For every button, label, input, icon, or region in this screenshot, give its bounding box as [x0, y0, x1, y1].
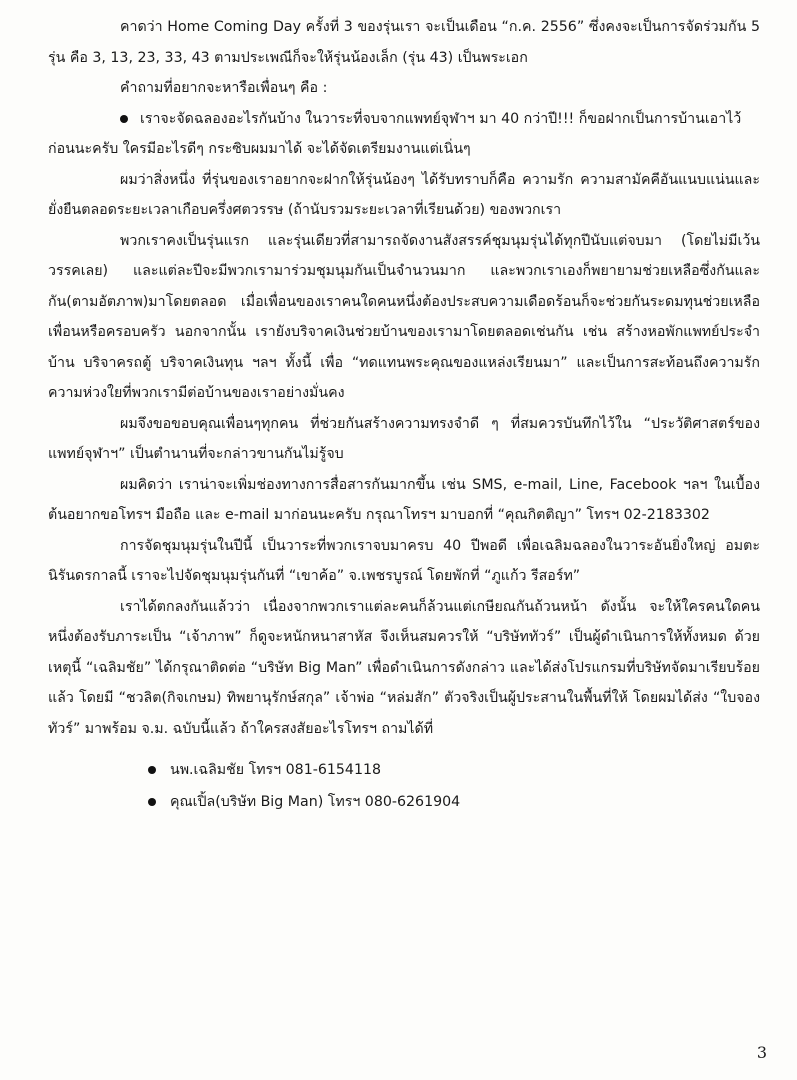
paragraph-thanks: ผมจึงขอขอบคุณเพื่อนๆทุกคน ที่ช่วยกันสร้างความทรงจำดี ๆ ที่สมควรบันทึกไว้ใน “ประวัติศาสตร์ของแพทย์จุฬาฯ” เป็นตำนานที่จะกล่าวขานกันไม่รู้จบ	[48, 415, 760, 462]
paragraph-love-unity: ผมว่าสิ่งหนึ่ง ที่รุ่นของเราอยากจะฝากให้รุ่นน้องๆ ได้รับทราบก็คือ ความรัก ความสามัคคีอันแนบแน่นและยั่งยืนตลอดระยะเวลาเกือบครึ่งศตวรรษ (ถ้านับรวมระยะเวลาที่เรียนด้วย) ของพวกเรา	[48, 171, 760, 218]
paragraph-communication: ผมคิดว่า เราน่าจะเพิ่มช่องทางการสื่อสารกันมากขึ้น เช่น SMS, e-mail, Line, Facebook ฯลฯ ในเบื้องต้นอยากขอโทรฯ มือถือ และ e-mail มาก่อนนะครับ กรุณาโทรฯ มาบอกที่ “คุณกิตติญา” โทรฯ 02-2183302	[48, 476, 760, 523]
contact-text: นพ.เฉลิมชัย โทรฯ 081-6154118	[170, 762, 382, 778]
paragraph-reunion: การจัดชุมนุมรุ่นในปีนี้ เป็นวาระที่พวกเราจบมาครบ 40 ปีพอดี เพื่อเฉลิมฉลองในวาระอันยิ่งใหญ่ อมตะนิรันดรกาลนี้ เราจะไปจัดชุมนุมรุ่นกันที่ “เขาค้อ” จ.เพชรบูรณ์ โดยพักที่ “ภูแก้ว รีสอร์ท”	[48, 537, 760, 584]
bullet-icon	[148, 766, 156, 774]
bullet-icon	[148, 798, 156, 806]
bullet-celebration	[48, 104, 760, 165]
paragraph-first-class: พวกเราคงเป็นรุ่นแรก และรุ่นเดียวที่สามารถจัดงานสังสรรค์ชุมนุมรุ่นได้ทุกปีนับแต่จบมา (โดยไม่มีเว้นวรรคเลย) และแต่ละปีจะมีพวกเรามาร่วมชุมนุมกันเป็นจำนวนมาก และพวกเราเองก็พยายามช่วยเหลือซึ่งกันและกัน(ตามอัตภาพ)มาโดยตลอด เมื่อเพื่อนของเราคนใดคนหนึ่งต้องประสบความเดือดร้อนก็จะช่วยกันระดมทุนช่วยเหลือเพื่อนหรือครอบครัว นอกจากนั้น เรายังบริจาคเงินช่วยบ้านของเรามาโดยตลอดเช่นกัน เช่น สร้างหอพักแพทย์ประจำบ้าน บริจาครถตู้ บริจาคเงินทุน ฯลฯ ทั้งนี้ เพื่อ “ทดแทนพระคุณของแหล่งเรียนมา” และเป็นการสะท้อนถึงความรัก ความห่วงใยที่พวกเรามีต่อบ้านของเราอย่างมั่นคง	[48, 232, 760, 401]
page-number: 3	[756, 1043, 767, 1062]
contact-text: คุณเปิ้ล(บริษัท Big Man) โทรฯ 080-6261904	[170, 794, 461, 810]
contact-item	[148, 786, 760, 818]
contact-list	[148, 754, 760, 818]
letter-body	[48, 12, 760, 818]
bullet-icon	[120, 115, 128, 123]
paragraph-tour: เราได้ตกลงกันแล้วว่า เนื่องจากพวกเราแต่ละคนก็ล้วนแต่เกษียณกันถ้วนหน้า ดังนั้น จะให้ใครคนใดคนหนึ่งต้องรับภาระเป็น “เจ้าภาพ” ก็ดูจะหนักหนาสาหัส จึงเห็นสมควรให้ “บริษัททัวร์” เป็นผู้ดำเนินการให้ทั้งหมด ด้วยเหตุนี้ “เฉลิมชัย” ได้กรุณาติดต่อ “บริษัท Big Man” เพื่อดำเนินการดังกล่าว และได้ส่งโปรแกรมที่บริษัทจัดมาเรียบร้อยแล้ว โดยมี “ชวลิต(กิจเกษม) ทิพยานุรักษ์สกุล” เจ้าพ่อ “หล่มสัก” ตัวจริงเป็นผู้ประสานในพื้นที่ให้ โดยผมได้ส่ง “ใบจองทัวร์” มาพร้อม จ.ม. ฉบับนี้แล้ว ถ้าใครสงสัยอะไรโทรฯ ถามได้ที่	[48, 598, 760, 737]
paragraph-homecoming: คาดว่า Home Coming Day ครั้งที่ 3 ของรุ่นเรา จะเป็นเดือน “ก.ค. 2556” ซึ่งคงจะเป็นการจัดร่วมกัน 5 รุ่น คือ 3, 13, 23, 33, 43 ตามประเพณีก็จะให้รุ่นน้องเล็ก (รุ่น 43) เป็นพระเอก	[48, 19, 760, 66]
paragraph-question-intro: คำถามที่อยากจะหารือเพื่อนๆ คือ :	[120, 80, 328, 96]
contact-item	[148, 754, 760, 786]
bullet-celebration-text: เราจะจัดฉลองอะไรกันบ้าง ในวาระที่จบจากแพทย์จุฬาฯ มา 40 กว่าปี!!! ก็ขอฝากเป็นการบ้านเอาไว้ก่อนนะครับ ใครมีอะไรดีๆ กระซิบผมมาได้ จะได้จัดเตรียมงานแต่เนิ่นๆ	[48, 110, 742, 157]
